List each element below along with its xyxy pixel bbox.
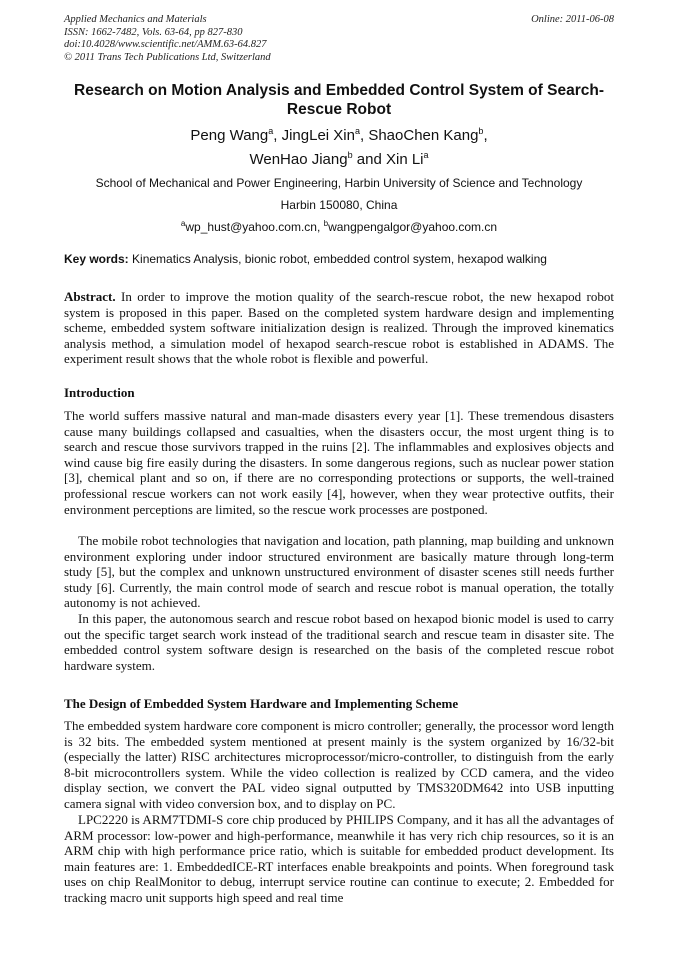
author-name: Xin Li [385,151,424,168]
body-paragraph: The world suffers massive natural and man-made disasters every year [1]. These tremendous disasters cause many buildings collapsed and casualties, when the disasters occur, the most urgent thing is to search and rescue those survivors trapped in the ruins [2]. The inflammables and explosives objects and wind cause big fire easily during the disasters. In some dangerous regions, such as nuclear power station [3], chemical plant and so on, if there are no corresponding protections or supports, the well-trained professional rescue workers can not work easily [4], however, when they wear protective outfits, their environment perceptions are limited, so the rescue work processes are postponed. [64,408,614,517]
copyright-line: © 2011 Trans Tech Publications Ltd, Switzerland [64,51,271,63]
author-name: JingLei Xin [281,127,355,144]
author-name: ShaoChen Kang [368,127,479,144]
body-paragraph [64,533,614,611]
author-separator: , [273,127,282,144]
abstract-paragraph [64,289,614,367]
author-separator: , [359,127,369,144]
institution: School of Mechanical and Power Engineering, Harbin University of Science and Technology [95,176,583,190]
author-affil-mark: a [268,126,274,136]
email-mark: b [323,219,329,228]
keywords-line [64,251,614,267]
paragraph-text: LPC2220 is ARM7TDMI-S core chip produced by PHILIPS Company, and it has all the advantages of ARM processor: low-power and high-performance, meanwhile it has very rich chip resources, so it is an ARM chip with high performance price ratio, which is suitable for embedded product development. Its main features are: 1. EmbeddedICE-RT interfaces enable breakpoints and points. When foreground task uses on chip RealMonitor to debug, interrupt service routine can continue to execute; 2. Embedded for tracking macro unit supports high speed and real time [64,812,614,905]
author-name: WenHao Jiang [249,151,348,168]
section-heading-design: The Design of Embedded System Hardware and Implementing Scheme [64,696,459,711]
doi-line: doi:10.4028/www.scientific.net/AMM.63-64.827 [64,39,267,50]
author-line-1 [64,124,614,148]
keywords-text: Kinematics Analysis, bionic robot, embedded control system, hexapod walking [132,252,547,266]
section-heading-introduction: Introduction [64,385,135,400]
journal-header [64,14,271,64]
online-date: Online: 2011-06-08 [531,14,614,25]
body-paragraph [64,812,614,906]
keywords-label: Key words: [64,252,129,266]
email-line [40,216,638,238]
author-affil-mark: b [478,126,484,136]
paragraph-text: In this paper, the autonomous search and rescue robot based on hexapod bionic model is used to carry out the specific target search work instead of the traditional search and rescue team in disaster site. The embedded control system software design is researched on the basis of the completed rescue robot hardware system. [64,611,614,673]
author-conjunction: and [352,151,386,168]
affiliation-block [40,172,638,238]
abstract-label: Abstract. [64,289,116,304]
author-separator: , [483,127,488,144]
email-address[interactable]: wangpengalgor@yahoo.com.cn [328,220,498,234]
journal-name: Applied Mechanics and Materials [64,14,207,25]
body-paragraph: The embedded system hardware core component is micro controller; generally, the processor word length is 32 bits. The embedded system mentioned at present mainly is the system organized by 16/32-bit (especially the latter) RISC architectures microprocessor/micro-controller, to distinguish from the early 8-bit microcontrollers system. While the video collection is realized by CCD camera, and the video display section, we convert the PAL video signal outputted by TMS320DM642 into USB inputting camera signal with video conversion box, and to display on PC. [64,718,614,811]
abstract-text: In order to improve the motion quality of the search-rescue robot, the new hexapod robot system is proposed in this paper. Based on the completed system hardware design and implementing scheme, embedded system software initialization design is realized. Through the improved kinematics analysis method, a simulation model of hexapod search-rescue robot is established in ADAMS. The experiment result shows that the whole robot is flexible and powerful. [64,289,615,367]
email-address[interactable]: wp_hust@yahoo.com.cn [185,220,317,234]
paper-title: Research on Motion Analysis and Embedded Control System of Search-Rescue Robot [74,82,604,118]
email-separator: , [316,220,324,234]
city-postcode: Harbin 150080, China [280,198,398,212]
author-list [64,124,614,172]
author-line-2 [64,148,614,172]
author-name: Peng Wang [190,127,269,144]
author-affil-mark: a [354,126,360,136]
paragraph-text: The mobile robot technologies that navigation and location, path planning, map building and unknown environment exploring under indoor structured environment are basically mature through long-term study [5], but the complex and unknown unstructured environment of disaster scenes still needs further study [6]. Currently, the main control mode of search and rescue robot is manual operation, the totally autonomy is not achieved. [64,533,614,611]
body-paragraph [64,611,614,673]
email-mark: a [180,219,186,228]
author-affil-mark: b [347,150,353,160]
author-affil-mark: a [423,150,429,160]
issn-line: ISSN: 1662-7482, Vols. 63-64, pp 827-830 [64,26,243,38]
